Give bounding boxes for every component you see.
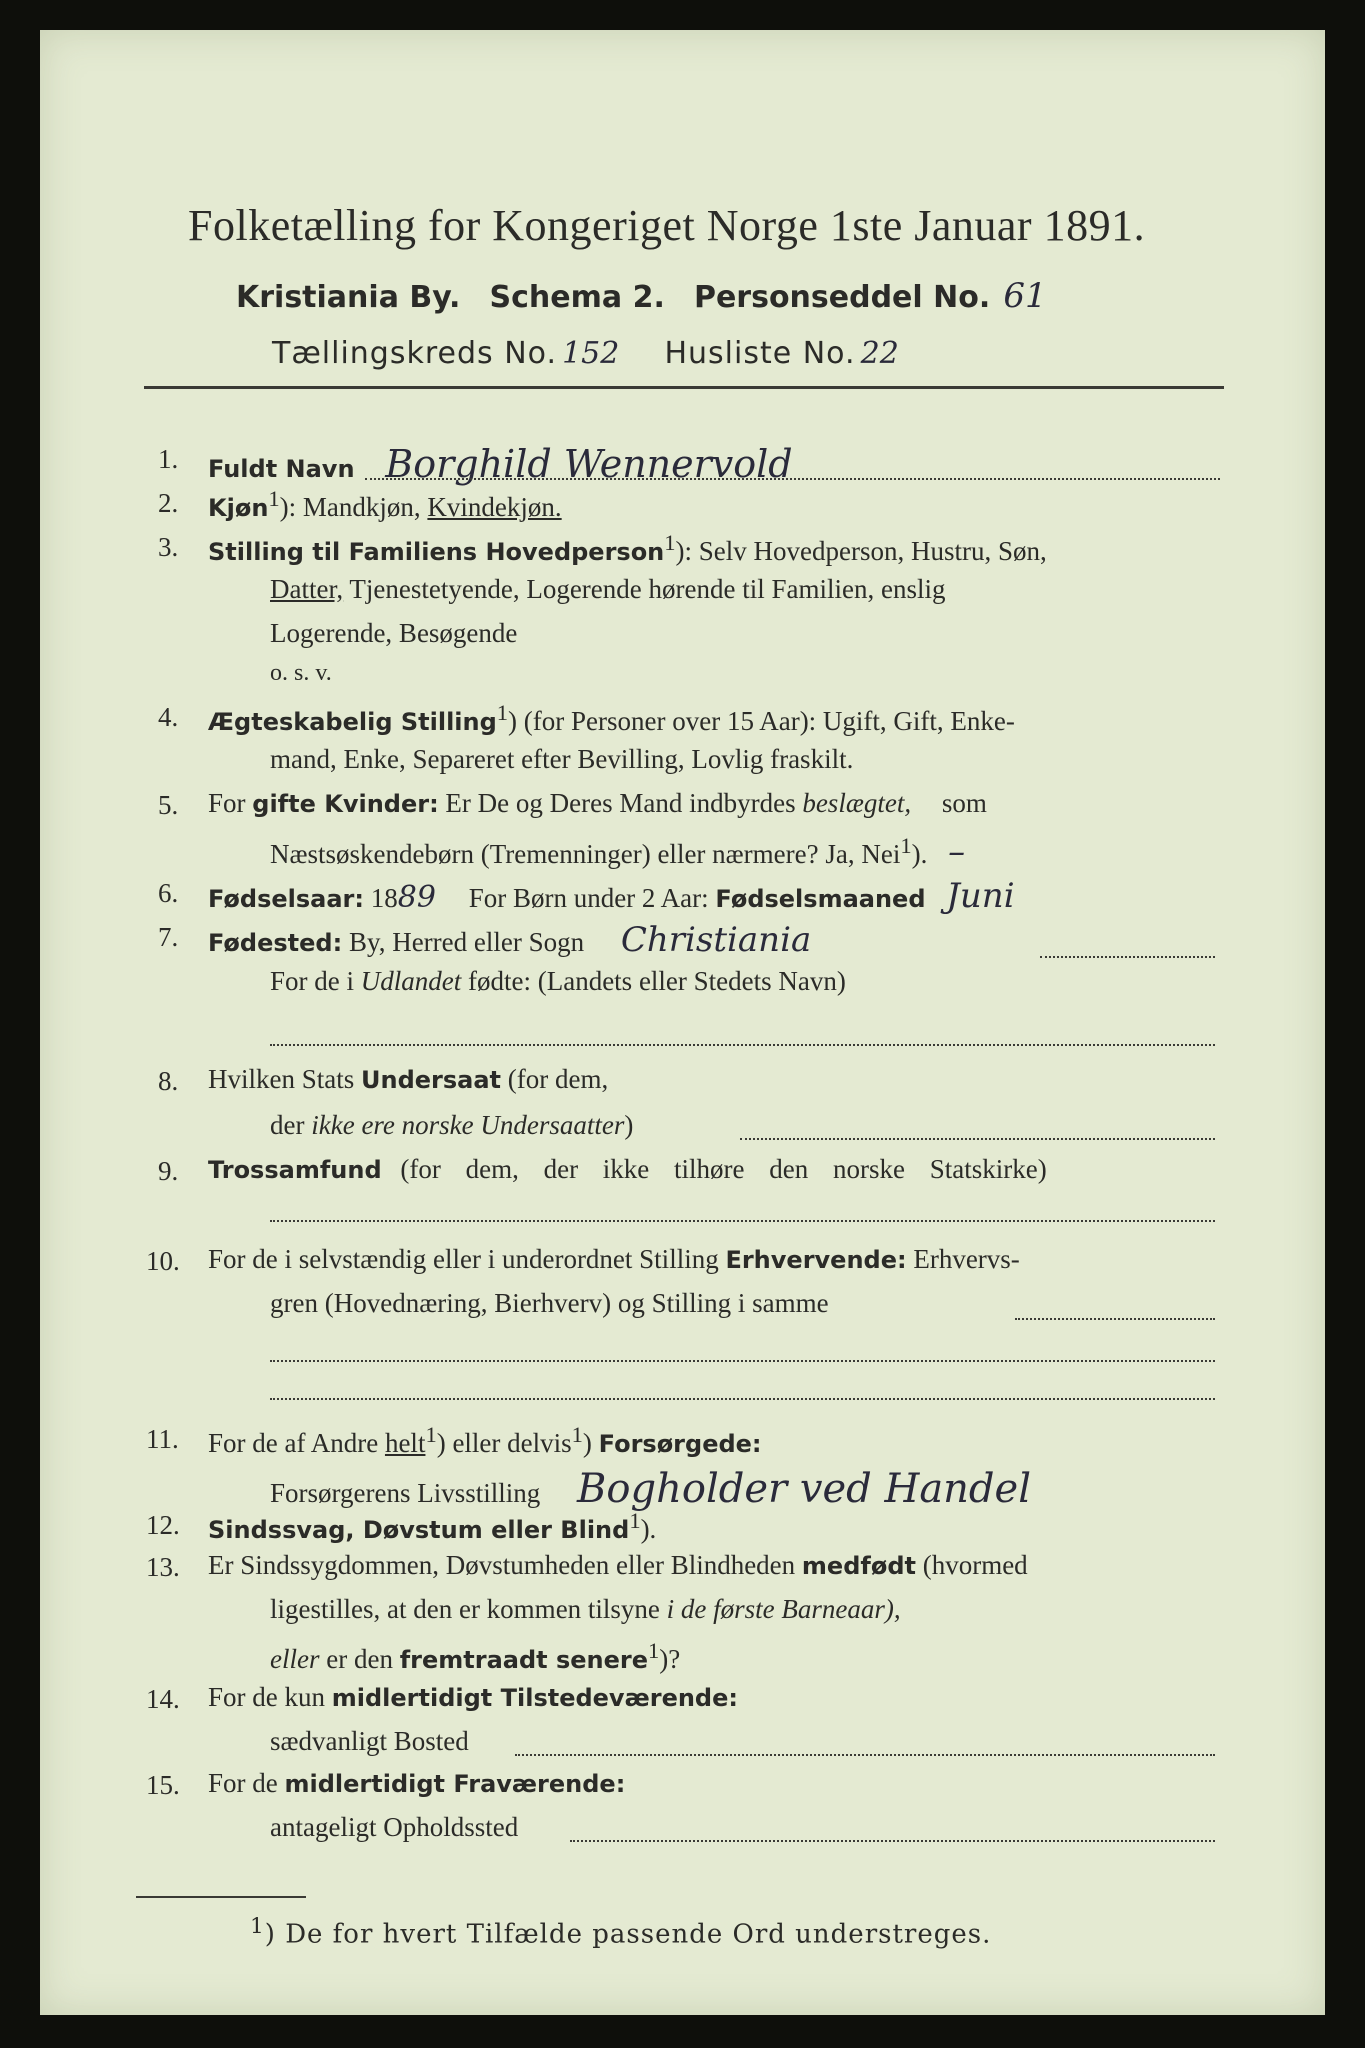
item-text: For de	[208, 1768, 278, 1798]
item-text: o. s. v.	[270, 660, 332, 686]
item-text: For de i	[270, 966, 354, 996]
footnote-text: ) De for hvert Tilfælde passende Ord understreges.	[264, 1919, 992, 1950]
item-number: 14.	[146, 1684, 180, 1714]
item-label: Kjøn	[208, 494, 269, 522]
item-label: Fødselsmaaned	[715, 885, 926, 913]
item-text: By, Herred eller Sogn	[348, 927, 585, 957]
item-number: 6.	[158, 878, 179, 908]
city-label: Kristiania By.	[236, 280, 461, 315]
item-text: ).	[911, 839, 928, 869]
item-religion	[208, 1154, 1047, 1185]
answer-line	[270, 1044, 1215, 1046]
item-text: som	[941, 788, 987, 818]
item-label: Trossamfund	[208, 1156, 382, 1184]
item-text-line	[270, 1466, 1031, 1512]
item-text-line	[270, 574, 945, 605]
footnote	[250, 1914, 991, 1950]
item-text: Forsørgerens Livsstilling	[270, 1478, 541, 1508]
item-text: ) (for Personer over 15 Aar): Ugift, Gift, Enke-	[508, 706, 1015, 736]
item-text: Næstsøskendebørn (Tremenninger) eller nærmere? Ja, Nei	[270, 839, 901, 869]
item-label: midlertidigt Tilstedeværende:	[331, 1684, 738, 1712]
item-temporary-absent	[208, 1768, 625, 1799]
schema-label: Schema 2.	[489, 280, 665, 315]
header-rule	[144, 386, 1224, 389]
item-text: )	[624, 1110, 634, 1140]
kreds-value: 152	[562, 336, 620, 371]
header-line-1	[236, 276, 1047, 316]
husliste-value: 22	[860, 336, 899, 371]
item-congenital	[208, 1550, 1028, 1581]
header-line-2	[272, 336, 899, 371]
item-sex: Kjøn$^1$): Mandkjøn, Kvindekjøn.	[208, 486, 562, 522]
item-text: 18	[370, 883, 398, 913]
item-text-line	[270, 1110, 633, 1141]
item-text: For de kun	[208, 1682, 325, 1712]
form-title: Folketælling for Kongeriget Norge 1ste Januar 1891.	[188, 201, 1146, 250]
item-number: 11.	[146, 1424, 179, 1454]
footnote-rule	[136, 1896, 306, 1898]
item-family-position: Stilling til Familiens Hovedperson$^1$): Selv Hovedperson, Hustru, Søn,	[208, 530, 1047, 566]
answer-line	[515, 1754, 1215, 1756]
item-text: gren (Hovednæring, Bierhverv) og Stilling i samme	[270, 1288, 829, 1318]
husliste-label: Husliste No.	[664, 336, 856, 371]
item-number: 5.	[158, 790, 179, 820]
item-text: beslægtet,	[802, 788, 912, 818]
item-text: ikke ere norske Undersaatter	[311, 1110, 625, 1140]
item-occupation	[208, 1244, 1020, 1275]
item-birth-year	[208, 876, 1015, 916]
answer-line	[570, 1840, 1215, 1842]
item-text: For de af Andre	[208, 1428, 379, 1458]
answer-line	[740, 1138, 1215, 1140]
item-text: der	[270, 1110, 305, 1140]
item-label: Forsørgede:	[598, 1430, 762, 1458]
item-text: eller	[270, 1644, 320, 1674]
item-text: er den	[326, 1644, 393, 1674]
census-form	[40, 30, 1325, 2015]
item-label: Stilling til Familiens Hovedperson	[208, 538, 665, 566]
answer-provider-occupation: Bogholder ved Handel	[577, 1466, 1031, 1512]
item-text: mand, Enke, Separeret efter Bevilling, Lovlig fraskilt.	[270, 744, 854, 774]
item-label: Erhvervende:	[725, 1246, 907, 1274]
item-text: For	[208, 788, 246, 818]
item-number: 4.	[158, 702, 179, 732]
item-text-line	[270, 1594, 901, 1625]
item-text: Erhvervs-	[913, 1244, 1020, 1274]
item-marital-status: Ægteskabelig Stilling$^1$) (for Personer over 15 Aar): Ugift, Gift, Enke-	[208, 700, 1015, 736]
item-text: ) eller delvis	[436, 1428, 572, 1458]
item-text: Er De og Deres Mand indbyrdes	[445, 788, 796, 818]
answer-line	[270, 1360, 1215, 1362]
item-married-women	[208, 788, 987, 819]
item-text: ).	[640, 1514, 657, 1544]
answer-line	[270, 1220, 1215, 1222]
item-number: 13.	[146, 1552, 180, 1582]
kreds-label: Tællingskreds No.	[272, 336, 557, 371]
item-text: )?	[659, 1644, 681, 1674]
personseddel-value: 61	[1003, 276, 1047, 316]
item-text: (for dem,	[507, 1064, 609, 1094]
item-dependents: For de af Andre helt$^1$) eller delvis$^1$) Forsørgede:	[208, 1422, 762, 1458]
answer-line	[365, 478, 1220, 480]
selected-option: Datter,	[270, 574, 344, 604]
item-text: Logerende, Besøgende	[270, 618, 518, 648]
item-label: Fuldt Navn	[208, 455, 355, 483]
item-text: ): Selv Hovedperson, Hustru, Søn,	[675, 536, 1047, 566]
item-label: midlertidigt Fraværende:	[284, 1770, 626, 1798]
item-number: 9.	[158, 1156, 179, 1186]
answer-line	[1040, 956, 1215, 958]
item-text: Hvilken Stats	[208, 1064, 355, 1094]
item-text: Tjenestetyende, Logerende hørende til Familien, enslig	[349, 574, 946, 604]
item-number: 12.	[146, 1510, 180, 1540]
item-text: Udlandet	[360, 966, 462, 996]
item-text: i de første Barneaar),	[666, 1594, 901, 1624]
item-label: fremtraadt senere	[399, 1646, 649, 1674]
item-number: 3.	[158, 532, 179, 562]
item-number: 8.	[158, 1066, 179, 1096]
item-number: 10.	[146, 1246, 180, 1276]
item-text-line: eller er den fremtraadt senere$^1$)?	[270, 1638, 681, 1674]
item-text: Er Sindssygdommen, Døvstumheden eller Blindheden	[208, 1550, 796, 1580]
item-text: antageligt Opholdssted	[270, 1812, 519, 1842]
item-text: (for dem, der ikke tilhøre den norske Statskirke)	[400, 1154, 1047, 1184]
item-text-line: Næstsøskendebørn (Tremenninger) eller nærmere? Ja, Nei$^1$). –	[270, 832, 966, 872]
item-text: For Børn under 2 Aar:	[468, 883, 709, 913]
answer-birth-year: 89	[397, 880, 436, 915]
footnote-mark: 1	[250, 1914, 265, 1939]
item-number: 7.	[158, 922, 179, 952]
item-label: Ægteskabelig Stilling	[208, 708, 497, 736]
answer-name: Borghild Wennervold	[385, 442, 793, 486]
item-number: 15.	[146, 1770, 180, 1800]
item-text: ): Mandkjøn,	[279, 492, 421, 522]
item-label: medfødt	[801, 1552, 916, 1580]
personseddel-label: Personseddel No.	[693, 280, 991, 315]
answer-birthplace: Christiania	[620, 920, 812, 960]
item-text: fødte: (Landets eller Stedets Navn)	[468, 966, 846, 996]
answer-line	[270, 1398, 1215, 1400]
item-label: gifte Kvinder:	[252, 790, 439, 818]
item-text: )	[582, 1428, 592, 1458]
selected-option: helt	[384, 1428, 426, 1458]
item-disability: Sindssvag, Døvstum eller Blind$^1$).	[208, 1508, 657, 1544]
item-citizenship	[208, 1064, 608, 1095]
item-text: sædvanligt Bosted	[270, 1726, 469, 1756]
item-text-line	[270, 966, 846, 997]
item-text: ligestilles, at den er kommen tilsyne	[270, 1594, 660, 1624]
item-label: Undersaat	[361, 1066, 502, 1094]
item-number: 1.	[158, 444, 179, 474]
item-temporary-present	[208, 1682, 738, 1713]
item-birthplace	[208, 920, 811, 960]
item-number: 2.	[158, 488, 179, 518]
item-text: (hvormed	[922, 1550, 1028, 1580]
answer-related: –	[948, 832, 966, 872]
item-label: Fødselsaar:	[208, 885, 364, 913]
selected-option: Kvindekjøn.	[427, 492, 562, 522]
answer-line	[1015, 1318, 1215, 1320]
answer-birth-month: Juni	[946, 876, 1015, 916]
item-label: Sindssvag, Døvstum eller Blind	[208, 1516, 630, 1544]
item-text: For de i selvstændig eller i underordnet Stilling	[208, 1244, 719, 1274]
item-label: Fødested:	[208, 929, 343, 957]
